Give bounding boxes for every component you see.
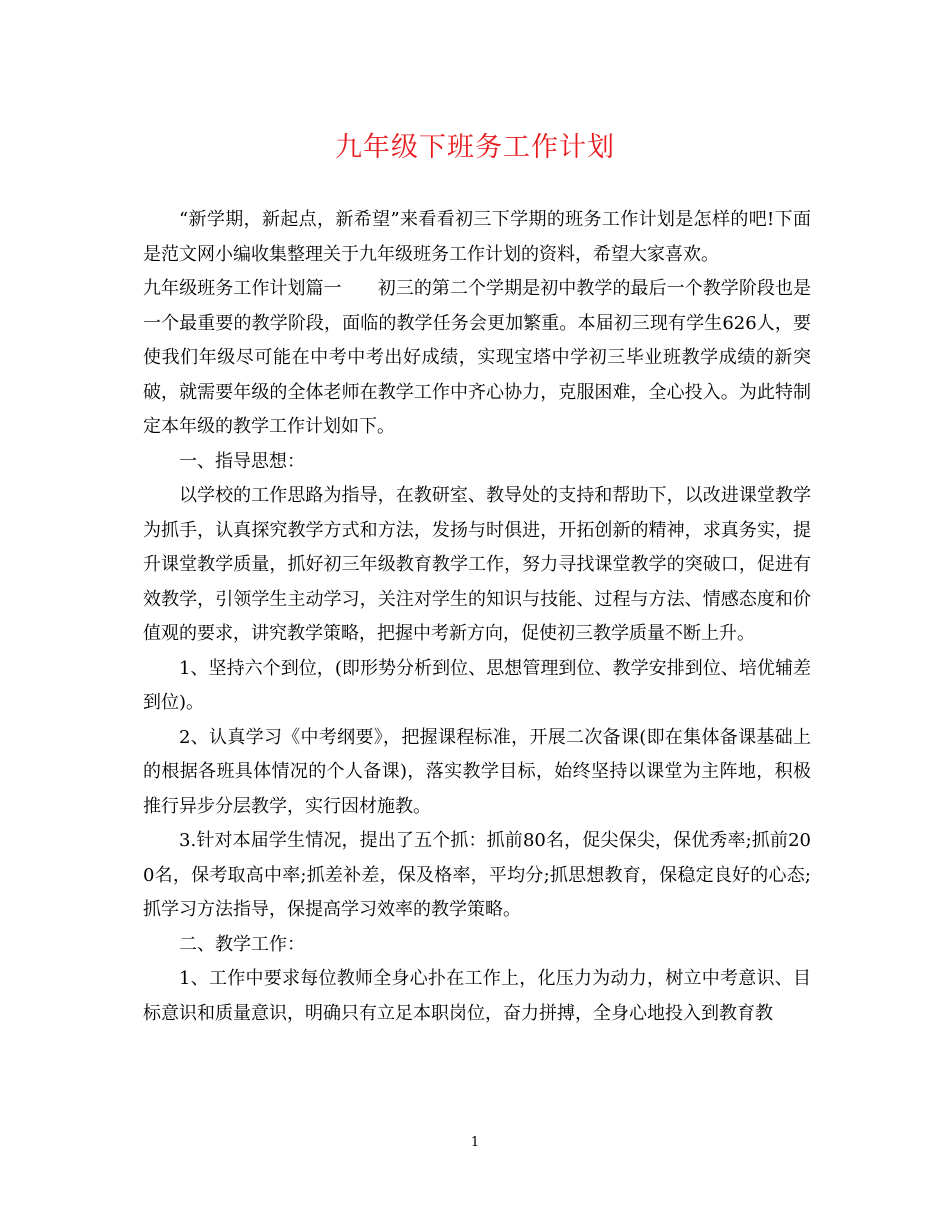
plan-heading-paragraph: 九年级班务工作计划篇一 初三的第二个学期是初中教学的最后一个教学阶段也是一个最重要的教学阶段，面临的教学任务会更加繁重。本届初三现有学生626人，要使我们年级尽可能在中考中考出好成绩，实现宝塔中学初三毕业班教学成绩的新突破，就需要年级的全体老师在教学工作中齐心协力，克服困难，全心投入。为此特制定本年级的教学工作计划如下。 <box>143 278 811 437</box>
document-body <box>143 203 811 1031</box>
list-item-2: 2、认真学习《中考纲要》，把握课程标准，开展二次备课(即在集体备课基础上的根据各班具体情况的个人备课)，落实教学目标，始终坚持以课堂为主阵地，积极推行异步分层教学，实行因材施教。 <box>143 726 811 817</box>
list-item-3: 3.针对本届学生情况，提出了五个抓：抓前80名，促尖保尖，保优秀率;抓前200名，保考取高中率;抓差补差，保及格率，平均分;抓思想教育，保稳定良好的心态;抓学习方法指导，保提高学习效率的教学策略。 <box>143 830 811 920</box>
teaching-paragraph-1: 1、工作中要求每位教师全身心扑在工作上，化压力为动力，树立中考意识、目标意识和质量意识，明确只有立足本职岗位，奋力拼搏，全身心地投入到教育教 <box>143 968 811 1024</box>
section-heading-guidance: 一、指导思想： <box>179 450 305 472</box>
list-item-1: 1、坚持六个到位，(即形势分析到位、思想管理到位、教学安排到位、培优辅差到位)。 <box>143 657 811 713</box>
guidance-paragraph: 以学校的工作思路为指导，在教研室、教导处的支持和帮助下，以改进课堂教学为抓手，认真探究教学方式和方法，发扬与时俱进，开拓创新的精神，求真务实，提升课堂教学质量，抓好初三年级教育教学工作，努力寻找课堂教学的突破口，促进有效教学，引领学生主动学习，关注对学生的知识与技能、过程与方法、情感态度和价值观的要求，讲究教学策略，把握中考新方向，促使初三教学质量不断上升。 <box>143 485 811 644</box>
intro-paragraph: “新学期，新起点，新希望”来看看初三下学期的班务工作计划是怎样的吧!下面是范文网小编收集整理关于九年级班务工作计划的资料，希望大家喜欢。 <box>143 209 811 265</box>
section-heading-teaching: 二、教学工作： <box>179 933 305 955</box>
document-title: 九年级下班务工作计划 <box>335 132 615 163</box>
page-number: 1 <box>470 1135 480 1150</box>
